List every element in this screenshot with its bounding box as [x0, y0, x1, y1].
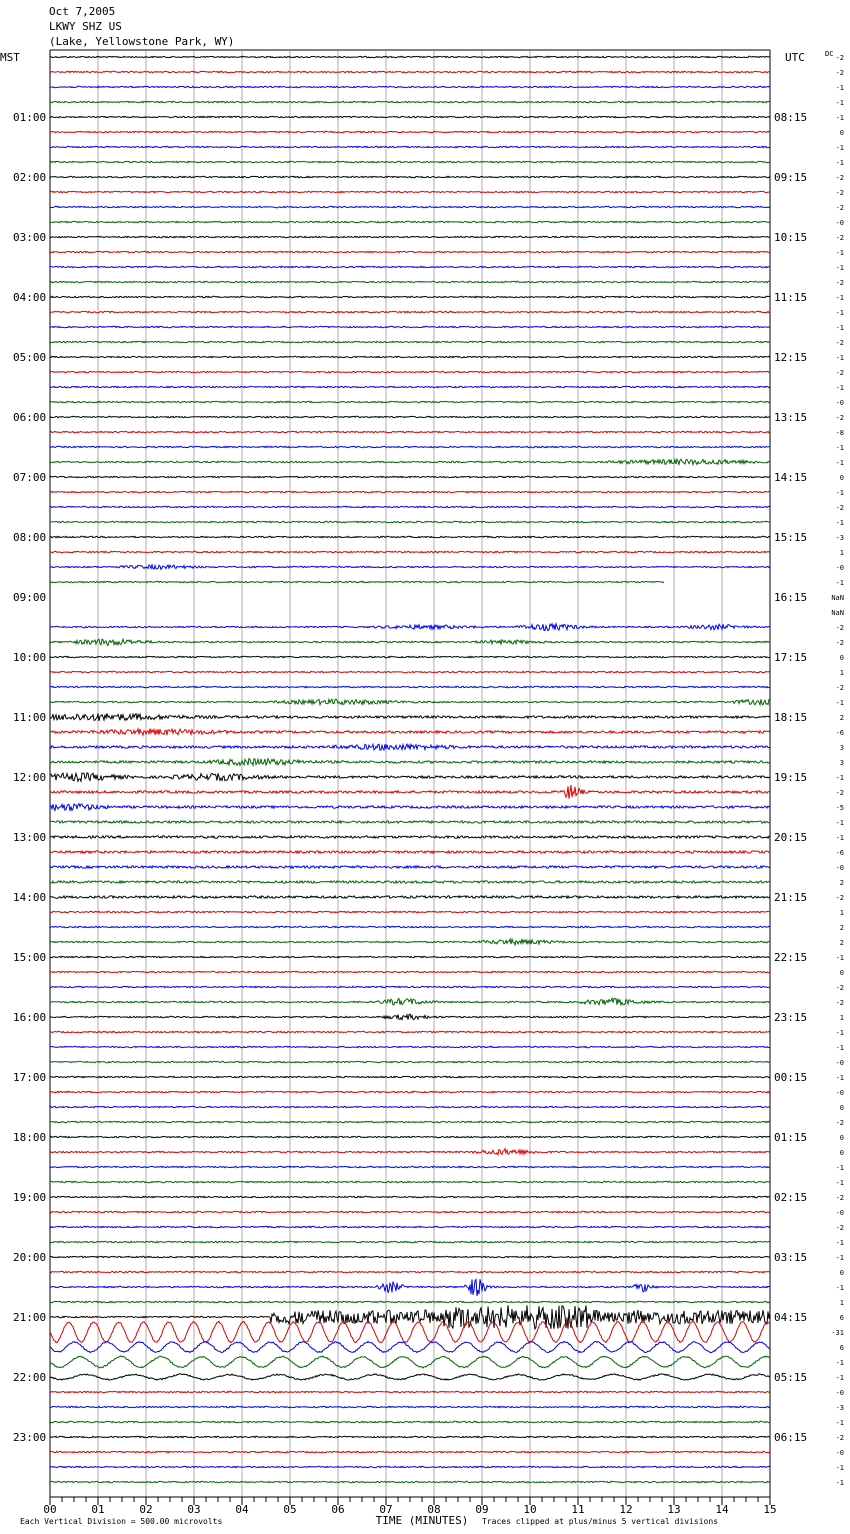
- x-tick-label: 02: [139, 1503, 153, 1516]
- dc-column-title: DC: [825, 50, 834, 58]
- dc-offset-label: -2: [835, 369, 844, 377]
- dc-offset-label: -1: [835, 1374, 844, 1382]
- dc-offset-label: -2: [835, 54, 844, 62]
- trace-line: [50, 939, 770, 945]
- header-date: Oct 7,2005: [49, 5, 116, 18]
- dc-offset-label: -0: [835, 564, 844, 572]
- dc-offset-label: -1: [835, 519, 844, 527]
- dc-offset-label: -0: [835, 1449, 844, 1457]
- trace-line: [50, 236, 770, 237]
- trace-line: [50, 998, 770, 1005]
- trace-line: [50, 1106, 770, 1107]
- dc-offset-label: -1: [835, 114, 844, 122]
- trace-line: [50, 1256, 770, 1257]
- trace-line: [50, 131, 770, 132]
- trace-line: [50, 326, 770, 327]
- utc-tick-label: 11:15: [774, 291, 808, 304]
- trace-line: [50, 1181, 770, 1182]
- dc-offset-label: -1: [835, 819, 844, 827]
- trace-line: [50, 1279, 770, 1296]
- dc-offset-label: -2: [835, 1434, 844, 1442]
- mst-tick-label: 22:00: [13, 1371, 47, 1384]
- mst-tick-label: 12:00: [13, 771, 47, 784]
- dc-offset-label: -1: [835, 774, 844, 782]
- mst-tick-label: 17:00: [13, 1071, 47, 1084]
- trace-line: [50, 341, 770, 342]
- x-tick-label: 12: [619, 1503, 633, 1516]
- x-tick-label: 06: [331, 1503, 345, 1516]
- trace-line: [50, 1301, 770, 1302]
- trace-line: [50, 671, 770, 672]
- trace-line: [50, 866, 770, 868]
- dc-offset-label: -1: [835, 264, 844, 272]
- mst-tick-label: 02:00: [13, 171, 47, 184]
- mst-tick-label: 01:00: [13, 111, 47, 124]
- dc-offset-label: -0: [835, 219, 844, 227]
- dc-offset-label: -1: [835, 1419, 844, 1427]
- x-tick-label: 09: [475, 1503, 489, 1516]
- dc-offset-label: -1: [835, 954, 844, 962]
- dc-offset-label: -1: [835, 384, 844, 392]
- trace-line: [50, 476, 770, 477]
- dc-offset-label: -0: [835, 864, 844, 872]
- trace-line: [50, 221, 770, 222]
- dc-offset-label: -0: [835, 1209, 844, 1217]
- trace-line: [50, 386, 770, 387]
- trace-line: [50, 251, 770, 252]
- dc-offset-label: -1: [835, 1479, 844, 1487]
- trace-line: [50, 911, 770, 912]
- trace-line: [50, 536, 770, 537]
- trace-line: [50, 1121, 770, 1122]
- trace-line: [50, 759, 770, 766]
- dc-offset-label: -1: [835, 489, 844, 497]
- dc-offset-label: -1: [835, 1239, 844, 1247]
- trace-line: [50, 581, 664, 582]
- trace-line: [50, 416, 770, 417]
- dc-offset-label: -2: [835, 999, 844, 1007]
- trace-line: [50, 1374, 770, 1380]
- mst-tick-label: 19:00: [13, 1191, 47, 1204]
- dc-offset-label: -2: [835, 414, 844, 422]
- trace-line: [50, 713, 770, 721]
- utc-tick-label: 01:15: [774, 1131, 808, 1144]
- dc-offset-label: -1: [835, 309, 844, 317]
- dc-offset-label: NaN: [831, 609, 844, 617]
- trace-line: [50, 506, 770, 507]
- dc-offset-label: 2: [839, 939, 844, 947]
- dc-offset-label: 3: [839, 744, 844, 752]
- trace-line: [50, 639, 770, 645]
- dc-offset-label: -1: [835, 699, 844, 707]
- left-axis-title: MST: [0, 51, 20, 64]
- dc-offset-label: 6: [839, 1314, 844, 1322]
- trace-line: [50, 1436, 770, 1437]
- dc-offset-label: -0: [835, 1059, 844, 1067]
- trace-line: [50, 971, 770, 972]
- utc-tick-label: 00:15: [774, 1071, 808, 1084]
- dc-offset-label: -2: [835, 189, 844, 197]
- trace-line: [50, 459, 770, 464]
- trace-line: [50, 1271, 770, 1272]
- trace-line: [50, 71, 770, 72]
- utc-tick-label: 14:15: [774, 471, 808, 484]
- trace-line: [50, 1391, 770, 1392]
- header-location: (Lake, Yellowstone Park, WY): [49, 35, 235, 48]
- dc-offset-label: -2: [835, 1194, 844, 1202]
- trace-line: [50, 176, 770, 177]
- trace-line: [50, 296, 770, 297]
- dc-offset-label: -1: [835, 1044, 844, 1052]
- mst-tick-label: 09:00: [13, 591, 47, 604]
- dc-offset-label: -0: [835, 399, 844, 407]
- utc-tick-label: 17:15: [774, 651, 808, 664]
- dc-offset-label: -1: [835, 159, 844, 167]
- mst-tick-label: 04:00: [13, 291, 47, 304]
- utc-tick-label: 12:15: [774, 351, 808, 364]
- trace-line: [50, 1211, 770, 1212]
- trace-line: [50, 624, 770, 631]
- dc-offset-label: -2: [835, 789, 844, 797]
- dc-offset-label: 1: [839, 1299, 844, 1307]
- dc-offset-label: -1: [835, 249, 844, 257]
- trace-rows: [50, 56, 770, 1482]
- trace-line: [50, 206, 770, 207]
- trace-line: [50, 1241, 770, 1242]
- dc-offset-label: -2: [835, 204, 844, 212]
- dc-offset-label: -2: [835, 279, 844, 287]
- utc-tick-label: 10:15: [774, 231, 808, 244]
- trace-line: [50, 729, 770, 736]
- trace-line: [50, 656, 770, 657]
- trace-line: [50, 1305, 770, 1329]
- mst-tick-label: 16:00: [13, 1011, 47, 1024]
- utc-tick-label: 15:15: [774, 531, 808, 544]
- dc-offset-label: -6: [835, 849, 844, 857]
- dc-offset-label: -1: [835, 834, 844, 842]
- dc-offset-label: -2: [835, 894, 844, 902]
- trace-line: [50, 926, 770, 927]
- trace-line: [50, 881, 770, 883]
- trace-line: [50, 851, 770, 853]
- utc-tick-label: 02:15: [774, 1191, 808, 1204]
- dc-offset-label: -1: [835, 99, 844, 107]
- dc-offset-label: 2: [839, 879, 844, 887]
- trace-line: [50, 1421, 770, 1422]
- utc-tick-label: 21:15: [774, 891, 808, 904]
- utc-tick-label: 16:15: [774, 591, 808, 604]
- mst-tick-label: 06:00: [13, 411, 47, 424]
- utc-tick-label: 13:15: [774, 411, 808, 424]
- trace-line: [50, 565, 770, 569]
- utc-tick-label: 19:15: [774, 771, 808, 784]
- trace-line: [50, 101, 770, 102]
- utc-tick-label: 05:15: [774, 1371, 808, 1384]
- trace-line: [50, 116, 770, 117]
- dc-offset-label: 0: [839, 474, 844, 482]
- trace-line: [50, 744, 770, 750]
- x-tick-label: 03: [187, 1503, 201, 1516]
- trace-line: [50, 1091, 770, 1092]
- dc-offset-label: -3: [835, 1404, 844, 1412]
- dc-offset-label: -2: [835, 504, 844, 512]
- utc-tick-label: 09:15: [774, 171, 808, 184]
- trace-line: [50, 356, 770, 357]
- mst-tick-label: 20:00: [13, 1251, 47, 1264]
- mst-tick-label: 10:00: [13, 651, 47, 664]
- dc-offset-label: -1: [835, 1284, 844, 1292]
- trace-line: [50, 1466, 770, 1467]
- mst-tick-label: 14:00: [13, 891, 47, 904]
- utc-tick-label: 06:15: [774, 1431, 808, 1444]
- dc-offset-label: 0: [839, 1134, 844, 1142]
- dc-offset-label: -1: [835, 459, 844, 467]
- trace-line: [50, 1046, 770, 1047]
- trace-line: [50, 56, 770, 57]
- dc-offset-label: -2: [835, 69, 844, 77]
- utc-tick-label: 08:15: [774, 111, 808, 124]
- trace-line: [50, 956, 770, 957]
- mst-tick-label: 07:00: [13, 471, 47, 484]
- dc-offset-label: 3: [839, 759, 844, 767]
- trace-line: [50, 699, 770, 705]
- dc-offset-label: 1: [839, 1014, 844, 1022]
- dc-offset-label: -2: [835, 1224, 844, 1232]
- dc-offset-label: 0: [839, 1149, 844, 1157]
- x-axis-label: TIME (MINUTES): [375, 1514, 469, 1527]
- dc-offset-label: -2: [835, 624, 844, 632]
- dc-offset-label: -1: [835, 579, 844, 587]
- x-tick-label: 08: [427, 1503, 441, 1516]
- dc-offset-label: -1: [835, 1359, 844, 1367]
- mst-tick-label: 18:00: [13, 1131, 47, 1144]
- trace-line: [50, 551, 770, 552]
- x-tick-label: 14: [715, 1503, 729, 1516]
- trace-line: [50, 1061, 770, 1062]
- dc-offset-label: -1: [835, 294, 844, 302]
- trace-line: [50, 986, 770, 987]
- x-axis: [20, 1497, 777, 1527]
- dc-offset-label: 6: [839, 1344, 844, 1352]
- mst-tick-label: 13:00: [13, 831, 47, 844]
- trace-line: [50, 1341, 770, 1352]
- x-tick-label: 05: [283, 1503, 297, 1516]
- dc-offset-label: 0: [839, 654, 844, 662]
- trace-line: [50, 146, 770, 147]
- dc-offset-label: -1: [835, 324, 844, 332]
- x-tick-label: 15: [763, 1503, 777, 1516]
- trace-line: [50, 1136, 770, 1137]
- dc-offset-label: 1: [839, 549, 844, 557]
- dc-offset-label: -2: [835, 234, 844, 242]
- clip-note: Traces clipped at plus/minus 5 vertical divisions: [482, 1517, 719, 1526]
- dc-offset-label: 0: [839, 129, 844, 137]
- trace-line: [50, 1031, 770, 1032]
- trace-line: [50, 773, 770, 781]
- mst-tick-label: 11:00: [13, 711, 47, 724]
- dc-offset-label: NaN: [831, 594, 844, 602]
- trace-line: [50, 1226, 770, 1227]
- trace-line: [50, 1196, 770, 1197]
- trace-line: [50, 896, 770, 898]
- dc-offset-label: -1: [835, 354, 844, 362]
- trace-line: [50, 401, 770, 402]
- dc-offset-label: -2: [835, 684, 844, 692]
- dc-offset-label: -2: [835, 339, 844, 347]
- dc-offset-label: -1: [835, 1179, 844, 1187]
- trace-line: [50, 1166, 770, 1167]
- dc-offset-label: -1: [835, 1074, 844, 1082]
- trace-line: [50, 281, 770, 282]
- utc-tick-label: 18:15: [774, 711, 808, 724]
- utc-tick-label: 03:15: [774, 1251, 808, 1264]
- dc-offset-label: -3: [835, 534, 844, 542]
- trace-line: [50, 1149, 770, 1155]
- x-tick-label: 00: [43, 1503, 57, 1516]
- mst-tick-label: 15:00: [13, 951, 47, 964]
- trace-line: [50, 311, 770, 312]
- dc-offset-label: -8: [835, 429, 844, 437]
- trace-line: [50, 371, 770, 372]
- utc-tick-label: 04:15: [774, 1311, 808, 1324]
- trace-line: [50, 1014, 770, 1020]
- trace-line: [50, 191, 770, 192]
- dc-offset-label: -2: [835, 174, 844, 182]
- x-tick-label: 01: [91, 1503, 105, 1516]
- utc-tick-label: 20:15: [774, 831, 808, 844]
- dc-offset-label: 0: [839, 1104, 844, 1112]
- x-tick-label: 11: [571, 1503, 585, 1516]
- trace-line: [50, 1451, 770, 1452]
- trace-line: [50, 1076, 770, 1077]
- dc-offset-label: -1: [835, 144, 844, 152]
- trace-line: [50, 86, 770, 87]
- trace-line: [50, 1481, 770, 1482]
- dc-offset-label: 2: [839, 714, 844, 722]
- trace-line: [50, 491, 770, 492]
- dc-offset-label: 0: [839, 969, 844, 977]
- trace-line: [50, 804, 770, 811]
- mst-tick-label: 08:00: [13, 531, 47, 544]
- trace-line: [50, 785, 770, 799]
- trace-line: [50, 1406, 770, 1407]
- trace-line: [50, 161, 770, 162]
- trace-line: [50, 266, 770, 267]
- trace-line: [50, 1321, 770, 1342]
- x-tick-label: 13: [667, 1503, 681, 1516]
- trace-line: [50, 521, 770, 522]
- utc-tick-label: 23:15: [774, 1011, 808, 1024]
- trace-line: [50, 836, 770, 838]
- dc-offset-label: 1: [839, 669, 844, 677]
- dc-offset-label: 2: [839, 924, 844, 932]
- trace-line: [50, 446, 770, 447]
- dc-offset-label: 0: [839, 1269, 844, 1277]
- mst-tick-label: 23:00: [13, 1431, 47, 1444]
- x-tick-label: 10: [523, 1503, 537, 1516]
- mst-tick-label: 05:00: [13, 351, 47, 364]
- dc-offset-label: -1: [835, 84, 844, 92]
- dc-offset-label: -2: [835, 639, 844, 647]
- mst-tick-label: 21:00: [13, 1311, 47, 1324]
- trace-line: [50, 1356, 770, 1368]
- mst-tick-label: 03:00: [13, 231, 47, 244]
- dc-offset-label: -2: [835, 1119, 844, 1127]
- dc-offset-label: -2: [835, 984, 844, 992]
- dc-offset-label: -0: [835, 1389, 844, 1397]
- dc-offset-label: -1: [835, 444, 844, 452]
- dc-offset-label: -5: [835, 804, 844, 812]
- header-station: LKWY SHZ US: [49, 20, 122, 33]
- dc-offset-label: -1: [835, 1164, 844, 1172]
- x-tick-label: 07: [379, 1503, 393, 1516]
- utc-tick-label: 22:15: [774, 951, 808, 964]
- dc-offset-label: -1: [835, 1029, 844, 1037]
- dc-offset-label: -0: [835, 1089, 844, 1097]
- scale-note: Each Vertical Division = 500.00 microvolts: [20, 1517, 223, 1526]
- trace-line: [50, 821, 770, 823]
- trace-line: [50, 431, 770, 432]
- right-axis-title: UTC: [785, 51, 805, 64]
- dc-offset-label: 1: [839, 909, 844, 917]
- dc-offset-label: -6: [835, 729, 844, 737]
- dc-offset-label: -31: [831, 1329, 844, 1337]
- dc-offset-label: -1: [835, 1254, 844, 1262]
- x-tick-label: 04: [235, 1503, 249, 1516]
- dc-offset-label: -1: [835, 1464, 844, 1472]
- trace-line: [50, 686, 770, 687]
